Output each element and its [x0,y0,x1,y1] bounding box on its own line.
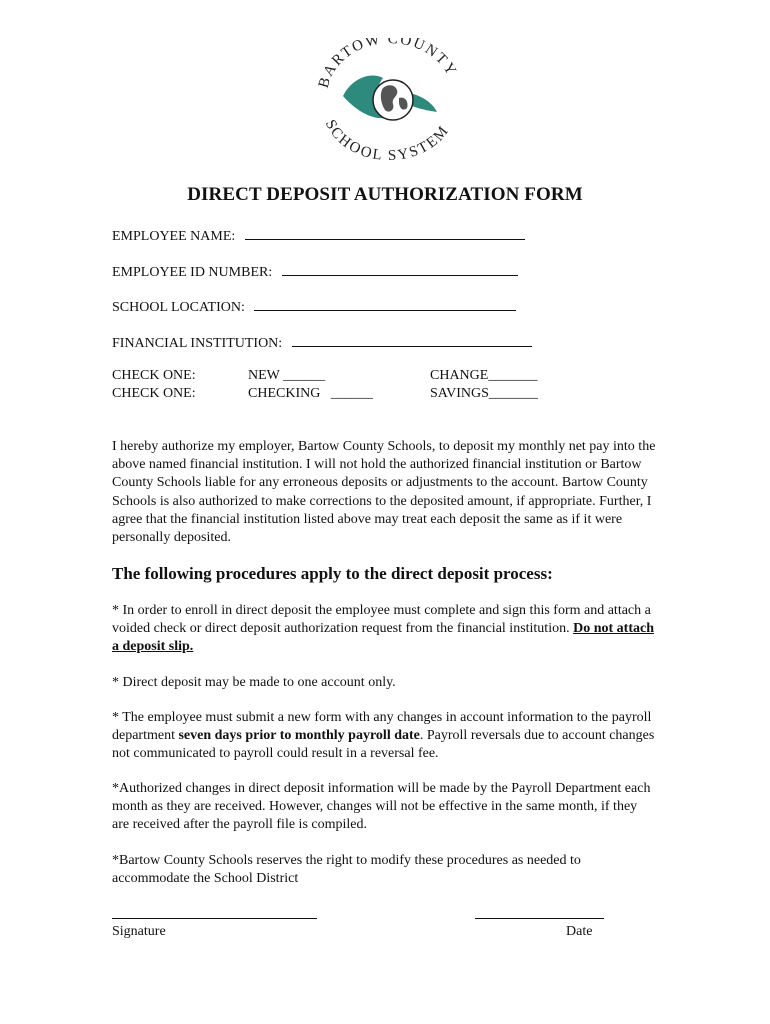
procedure-3 [112,709,657,764]
procedure-1-text: * In order to enroll in direct deposit the employee must complete and sign this form and attach a voided check or direct deposit authorization request from the financial institution. [112,603,651,637]
date-label: Date [566,924,593,939]
check-change-option[interactable]: CHANGE_______ [430,368,538,383]
financial-institution-field [112,332,532,352]
check-new-option[interactable]: NEW ______ [248,368,326,383]
globe-seal-icon [313,38,465,160]
date-line[interactable] [475,918,604,919]
procedure-1-emphasis: Do not attach a deposit slip. [112,621,654,655]
signature-label: Signature [112,924,166,939]
employee-name-field [112,225,525,245]
form-title: DIRECT DEPOSIT AUTHORIZATION FORM [187,184,583,205]
employee-id-field [112,261,518,281]
financial-institution-label: FINANCIAL INSTITUTION: [112,336,283,351]
check-savings-option[interactable]: SAVINGS_______ [430,386,538,401]
school-location-blank[interactable] [254,296,516,311]
procedure-5: *Bartow County Schools reserves the right to modify these procedures as needed to accommodate the School District [112,853,581,887]
authorization-paragraph: I hereby authorize my employer, Bartow County Schools, to deposit my monthly net pay into the above named financial institution. I will not hold the authorized financial institution or Bartow County Schools liable for any erroneous deposits or adjustments to the account. Bartow County Schools is also authorized to make corrections to the deposited amount, if appropriate. Further, I agree that the financial institution listed above may treat each deposit the same as if it were personally deposited. [112,439,656,546]
procedure-3-before: * The employee must submit a new form with any changes in account information to the payroll department [112,710,652,744]
procedures-heading: The following procedures apply to the direct deposit process: [112,564,553,583]
svg-text:SCHOOL SYSTEM: SCHOOL SYSTEM [321,117,453,160]
procedure-1 [112,602,657,657]
svg-text:BARTOW COUNTY: BARTOW COUNTY [315,38,460,90]
procedure-3-bold: seven days prior to monthly payroll date [178,728,420,744]
employee-name-label: EMPLOYEE NAME: [112,229,236,244]
procedure-2: * Direct deposit may be made to one account only. [112,675,396,690]
signature-line[interactable] [112,918,317,919]
employee-id-blank[interactable] [282,261,518,276]
procedure-3-after: . Payroll reversals due to account changes not communicated to payroll could result in a reversal fee. [112,728,655,762]
school-location-field [112,296,516,316]
employee-id-label: EMPLOYEE ID NUMBER: [112,265,273,280]
check-row-2-label: CHECK ONE: [112,386,196,401]
bartow-county-logo [313,38,465,160]
school-location-label: SCHOOL LOCATION: [112,300,245,315]
check-checking-option[interactable]: CHECKING ______ [248,386,373,401]
procedure-4: *Authorized changes in direct deposit information will be made by the Payroll Department each month as they are received. However, changes will not be effective in the same month, if they are received after the payroll file is compiled. [112,781,651,833]
check-row-1-label: CHECK ONE: [112,368,196,383]
financial-institution-blank[interactable] [292,332,532,347]
employee-name-blank[interactable] [245,225,525,240]
